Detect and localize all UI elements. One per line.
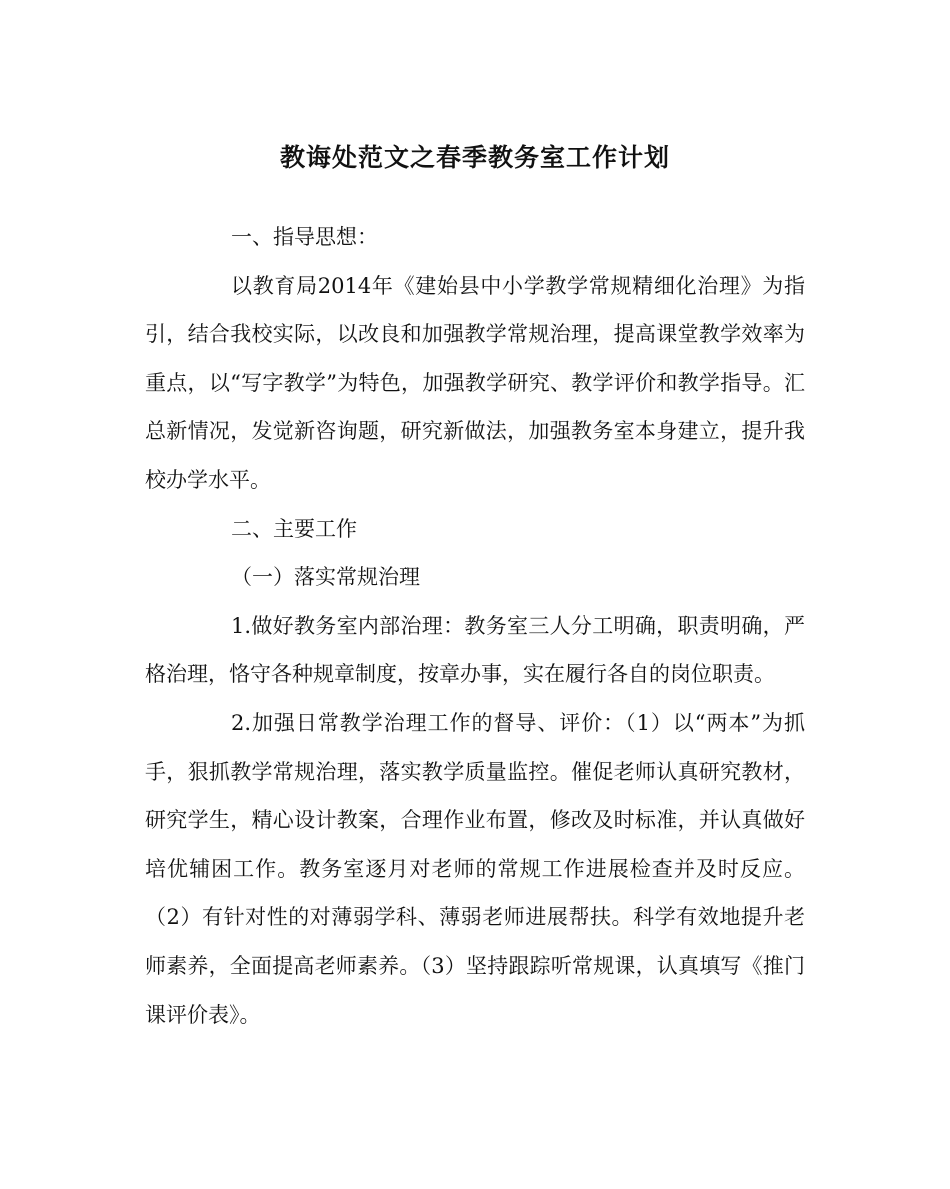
subsection-heading-routine-management: （一）落实常规治理 xyxy=(231,565,420,590)
paragraph-item-1: 1.做好教务室内部治理：教务室三人分工明确，职责明确，严格治理，恪守各种规章制度，按章办事，实在履行各自的岗位职责。 xyxy=(145,613,805,687)
section-heading-guiding-thought: 一、指导思想： xyxy=(231,225,378,249)
document-body xyxy=(145,213,805,1039)
paragraph-guiding-thought: 以教育局2014年《建始县中小学教学常规精细化治理》为指引，结合我校实际，以改良和加强教学常规治理，提高课堂教学效率为重点，以“写字教学”为特色，加强教学研究、教学评价和教学指导。汇总新情况，发觉新咨询题，研究新做法，加强教务室本身建立，提升我校办学水平。 xyxy=(145,273,805,492)
document-title: 教诲处范文之春季教务室工作计划 xyxy=(279,143,670,172)
section-heading-main-work: 二、主要工作 xyxy=(231,516,357,541)
paragraph-item-2: 2.加强日常教学治理工作的督导、评价：（1）以“两本”为抓手，狠抓教学常规治理，落实教学质量监控。催促老师认真研究教材，研究学生，精心设计教案，合理作业布置，修改及时标准，并认真做好培优辅困工作。教务室逐月对老师的常规工作进展检查并及时反应。（2）有针对性的对薄弱学科、薄弱老师进展帮扶。科学有效地提升老师素养，全面提高老师素养。（3）坚持跟踪听常规课，认真填写《推门课评价表》。 xyxy=(145,710,805,1027)
